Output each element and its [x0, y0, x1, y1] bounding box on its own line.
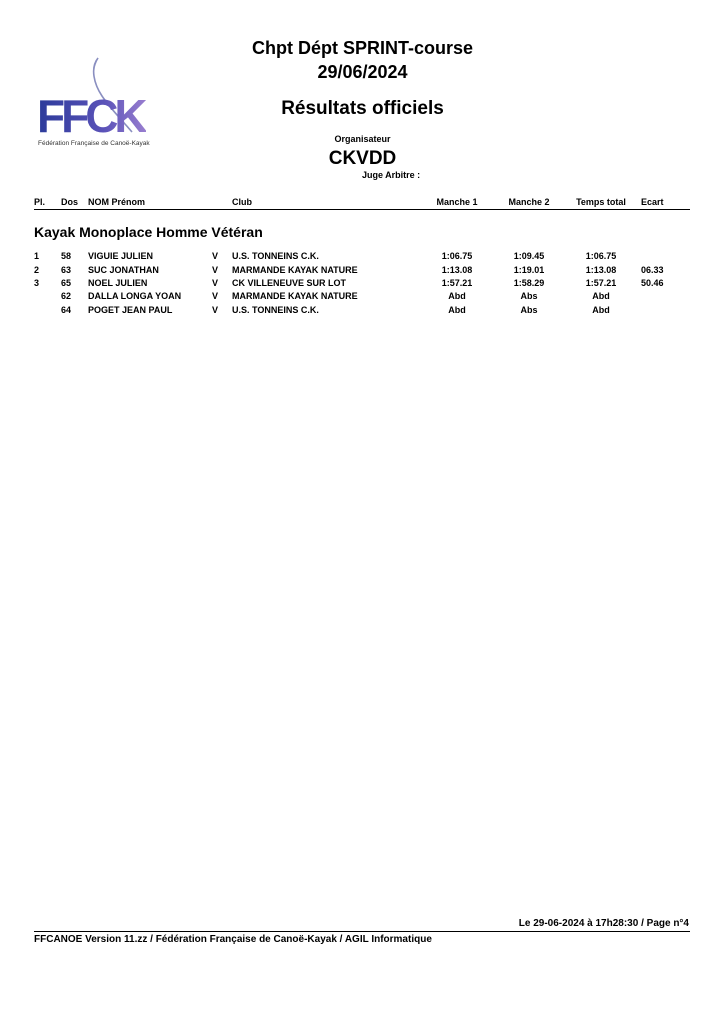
- cell-club: CK VILLENEUVE SUR LOT: [232, 278, 347, 288]
- cell-cat: V: [212, 251, 219, 261]
- cell-club: U.S. TONNEINS C.K.: [232, 251, 319, 261]
- col-club: Club: [232, 197, 252, 207]
- table-row: [0, 278, 725, 291]
- cell-pl: 2: [34, 265, 40, 275]
- table-row: [0, 291, 725, 304]
- cell-manche1: 1:57.21: [441, 278, 473, 288]
- cell-temps-total: Abd: [592, 305, 610, 315]
- category-title: Kayak Monoplace Homme Vétéran: [34, 224, 263, 240]
- cell-nom: VIGUIE JULIEN: [88, 251, 154, 261]
- cell-dos: 64: [61, 305, 72, 315]
- cell-manche2: Abs: [520, 305, 538, 315]
- col-pl: Pl.: [34, 197, 46, 207]
- cell-dos: 62: [61, 291, 72, 301]
- document-subtitle: Résultats officiels: [281, 98, 444, 119]
- col-manche1: Manche 1: [436, 197, 478, 207]
- ffck-logo: [36, 56, 150, 147]
- cell-temps-total: 1:13.08: [585, 265, 617, 275]
- cell-ecart: 06.33: [641, 265, 664, 275]
- software-version: FFCANOE Version 11.zz / Fédération Française de Canoë-Kayak / AGIL Informatique: [34, 934, 432, 945]
- table-header: [0, 197, 725, 209]
- logo-caption: Fédération Française de Canoë-Kayak: [38, 140, 150, 147]
- table-row: [0, 251, 725, 264]
- cell-manche1: Abd: [448, 305, 466, 315]
- cell-nom: POGET JEAN PAUL: [88, 305, 173, 315]
- cell-manche2: 1:58.29: [513, 278, 545, 288]
- cell-manche1: Abd: [448, 291, 466, 301]
- col-manche2: Manche 2: [508, 197, 550, 207]
- col-dos: Dos: [61, 197, 79, 207]
- cell-nom: SUC JONATHAN: [88, 265, 159, 275]
- cell-ecart: 50.46: [641, 278, 664, 288]
- print-date: Le 29-06-2024 à 17h28:30 / Page n°4: [518, 918, 689, 929]
- document-date: 29/06/2024: [317, 62, 408, 82]
- cell-cat: V: [212, 265, 219, 275]
- cell-club: MARMANDE KAYAK NATURE: [232, 291, 358, 301]
- col-temps-total: Temps total: [576, 197, 626, 207]
- cell-dos: 58: [61, 251, 72, 261]
- cell-manche2: Abs: [520, 291, 538, 301]
- cell-nom: DALLA LONGA YOAN: [88, 291, 182, 301]
- organiser-name: CKVDD: [328, 148, 397, 169]
- cell-cat: V: [212, 291, 219, 301]
- cell-manche1: 1:06.75: [441, 251, 473, 261]
- cell-pl: 1: [34, 251, 40, 261]
- cell-club: U.S. TONNEINS C.K.: [232, 305, 319, 315]
- logo-letters: FFCK: [37, 90, 144, 140]
- cell-club: MARMANDE KAYAK NATURE: [232, 265, 358, 275]
- cell-temps-total: Abd: [592, 291, 610, 301]
- document-title: Chpt Dépt SPRINT-course: [251, 38, 474, 58]
- table-row: [0, 305, 725, 318]
- footer-divider: [34, 931, 690, 932]
- cell-nom: NOEL JULIEN: [88, 278, 148, 288]
- cell-dos: 63: [61, 265, 72, 275]
- cell-manche1: 1:13.08: [441, 265, 473, 275]
- col-ecart: Ecart: [641, 197, 664, 207]
- cell-dos: 65: [61, 278, 72, 288]
- judge-label: Juge Arbitre :: [362, 170, 421, 180]
- cell-manche2: 1:09.45: [513, 251, 545, 261]
- ffck-logo-icon: [36, 56, 146, 140]
- cell-temps-total: 1:57.21: [585, 278, 617, 288]
- table-row: [0, 265, 725, 278]
- cell-temps-total: 1:06.75: [585, 251, 617, 261]
- header-divider: [34, 209, 690, 210]
- cell-manche2: 1:19.01: [513, 265, 545, 275]
- cell-cat: V: [212, 305, 219, 315]
- col-nom: NOM Prénom: [88, 197, 146, 207]
- cell-cat: V: [212, 278, 219, 288]
- organiser-label: Organisateur: [334, 134, 391, 144]
- cell-pl: 3: [34, 278, 40, 288]
